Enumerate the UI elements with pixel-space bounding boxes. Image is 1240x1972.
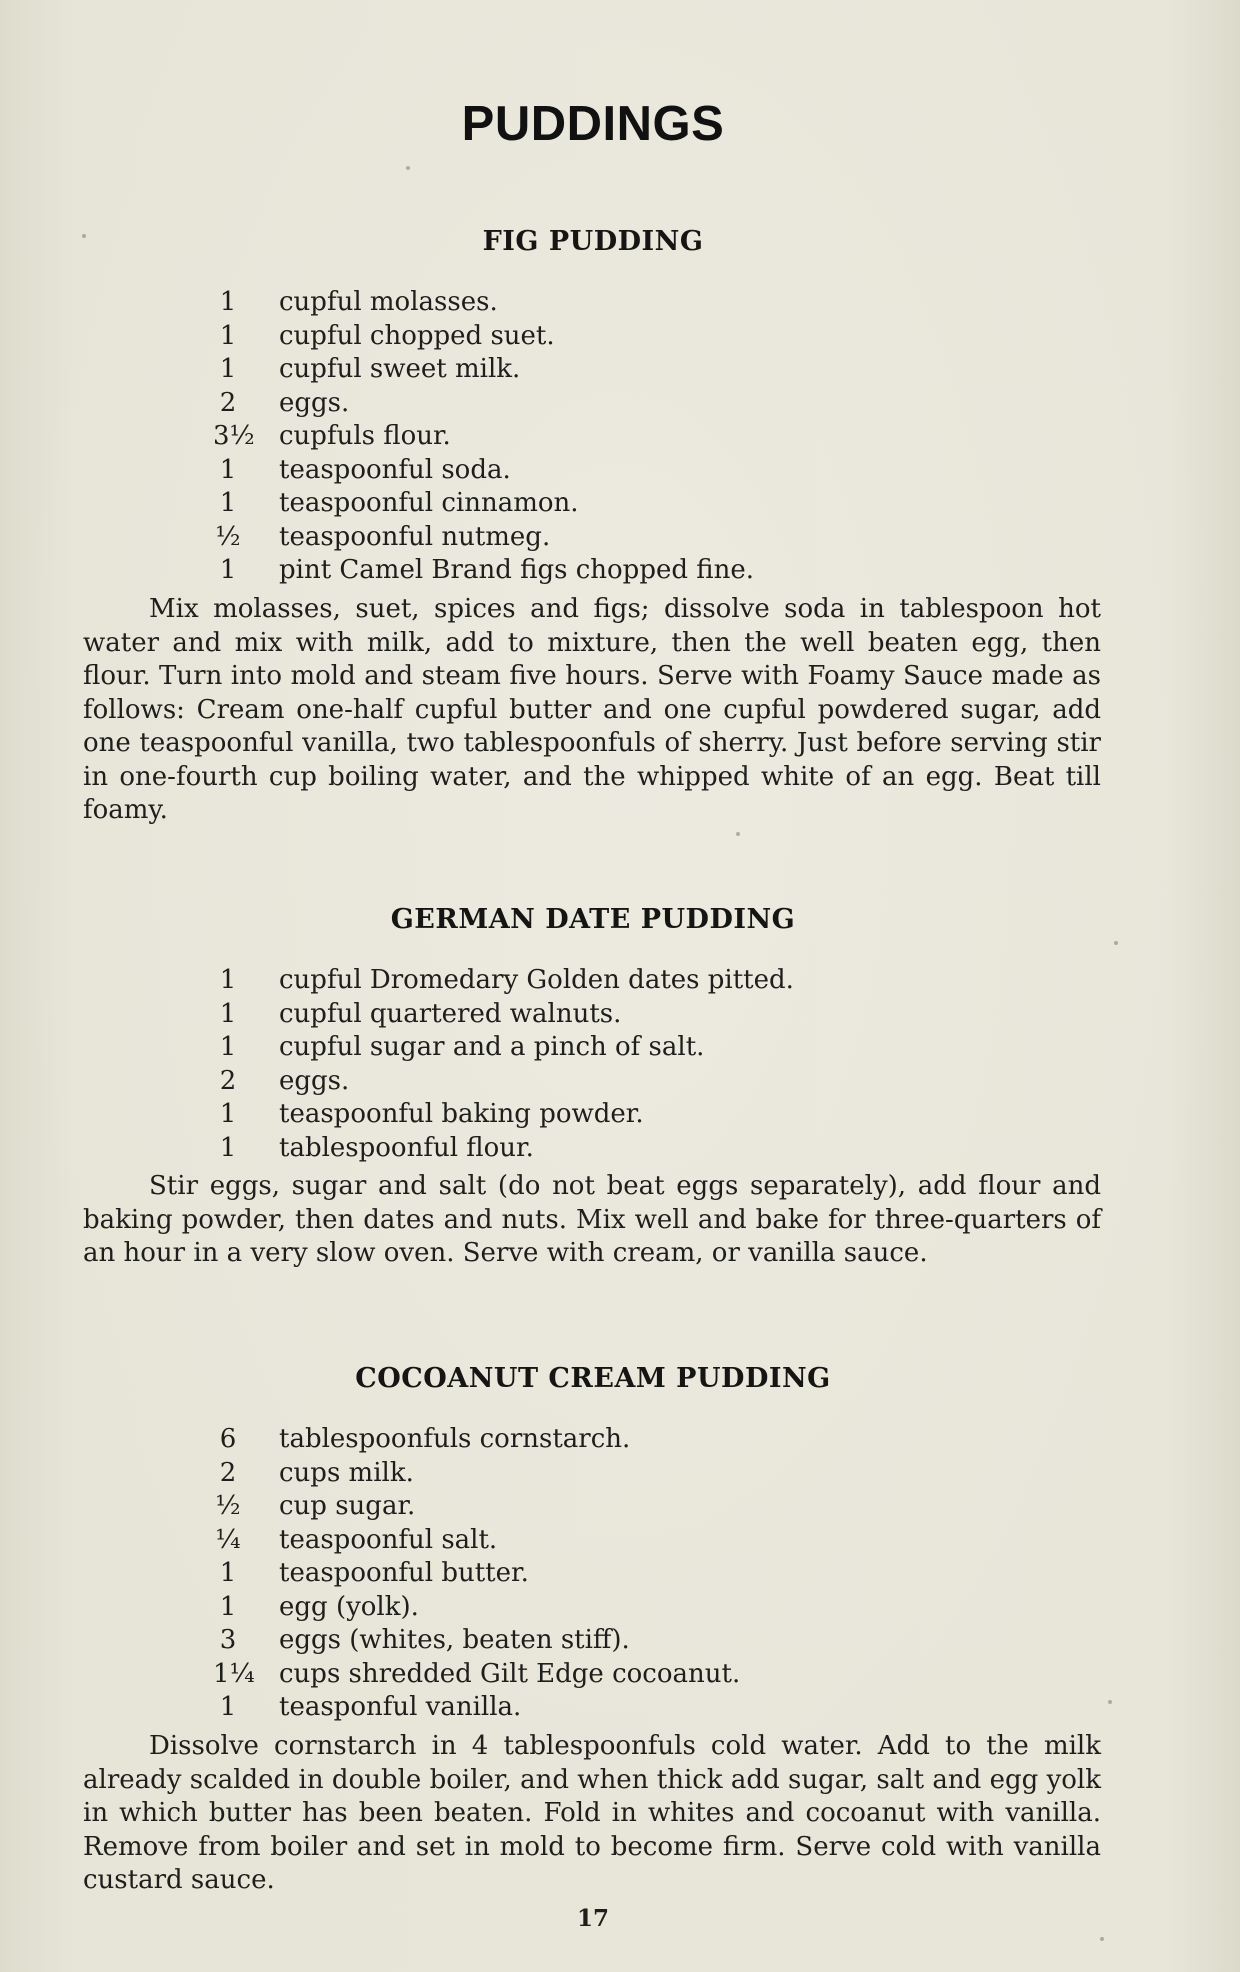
ingredient [205,353,1105,387]
ingredient-item: cupful Dromedary Golden dates pitted. [279,965,794,995]
ingredient-qty: ¼ [215,1524,241,1555]
recipe-title-cocoanut-cream-pudding: COCOANUT CREAM PUDDING [355,1363,831,1394]
paper-speck [82,234,86,238]
ingredient-qty: 1 [219,320,237,351]
ingredient-item: cupful molasses. [279,287,498,317]
method-fig-pudding: Mix molasses, suet, spices and figs; dissolve soda in tablespoon hot water and mix with milk, add to mixture, then the well beaten egg, then flour. Turn into mold and steam five hours. Serve with Foamy Sauce made as follows: Cream one-half cupful butter and one cupful powdered sugar, add one teaspoonful vanilla, two tablespoonfuls of sherry. Just before serving stir in one-fourth cup boiling water, and the whipped white of an egg. Beat till foamy. [83,594,1101,825]
recipe-title-german-date-pudding: GERMAN DATE PUDDING [390,904,796,935]
ingredient [205,1423,1105,1457]
ingredient-qty: 1 [219,1591,237,1622]
ingredient [205,1065,1105,1099]
ingredient [205,487,1105,521]
ingredient-qty: 3 [219,1625,237,1655]
ingredient-item: tablespoonful flour. [279,1132,534,1163]
ingredient-qty: 1 [219,998,237,1029]
ingredient-qty: 1 [219,287,237,317]
ingredient-item: cups shredded Gilt Edge cocoanut. [279,1658,741,1689]
ingredient-qty: 1 [219,488,237,518]
ingredient [205,1031,1105,1065]
ingredient-item: eggs. [279,387,350,418]
ingredient-item: cupful sweet milk. [279,354,521,384]
method-cocoanut-cream-pudding: Dissolve cornstarch in 4 tablespoonfuls cold water. Add to the milk already scalded in double boiler, and when thick add sugar, salt and egg yolk in which butter has been beaten. Fold in whites and cocoanut with vanilla. Remove from boiler and set in mold to become firm. Serve cold with vanilla custard sauce. [83,1731,1101,1895]
page-number: 17 [576,1905,609,1932]
ingredient-item: cupfuls flour. [279,421,451,451]
ingredient-item: cup sugar. [279,1491,416,1521]
ingredient-item: teaspoonful baking powder. [279,1099,644,1129]
paper-speck [406,166,410,170]
ingredient [205,998,1105,1032]
ingredient [205,1457,1105,1491]
ingredient [205,387,1105,421]
ingredient-item: eggs (whites, beaten stiff). [279,1625,630,1655]
ingredient-item: pint Camel Brand figs chopped fine. [279,555,754,585]
ingredient-item: teaspoonful cinnamon. [279,488,579,518]
ingredient [205,1691,1105,1725]
ingredient-item: cupful chopped suet. [279,320,555,351]
paper-speck [1100,1937,1104,1941]
ingredient-qty: 1 [219,454,237,485]
ingredient [205,1557,1105,1591]
ingredient [205,964,1105,998]
ingredient-item: teasponful vanilla. [279,1692,522,1722]
ingredient [205,320,1105,354]
ingredient-item: eggs. [279,1065,350,1096]
ingredient [205,420,1105,454]
ingredient [205,1624,1105,1658]
ingredient [205,1132,1105,1166]
ingredient [205,454,1105,488]
ingredient-item: tablespoonfuls cornstarch. [279,1424,631,1454]
ingredient-qty: 3½ [213,421,255,451]
ingredient-qty: 2 [219,1457,237,1488]
ingredient-qty: 1 [219,1558,237,1588]
ingredient-list-cocoanut-cream-pudding [205,1423,1105,1725]
ingredient-qty: 1 [219,1099,237,1129]
ingredient-item: cupful quartered walnuts. [279,998,622,1029]
ingredient-item: cups milk. [279,1457,414,1488]
ingredient-list-german-date-pudding [205,964,1105,1165]
ingredient-list-fig-pudding [205,286,1105,588]
paper-speck [1114,941,1118,945]
ingredient-item: teaspoonful butter. [279,1558,529,1588]
ingredient [205,1490,1105,1524]
ingredient [205,1658,1105,1692]
ingredient-qty: 1 [219,1032,237,1062]
ingredient-qty: 1 [219,965,237,995]
ingredient [205,1524,1105,1558]
ingredient-qty: 1 [219,1692,237,1722]
ingredient-qty: 1¼ [213,1658,255,1689]
ingredient-item: egg (yolk). [279,1591,419,1622]
ingredient [205,286,1105,320]
ingredient-item: teaspoonful soda. [279,454,511,485]
ingredient-item: teaspoonful nutmeg. [279,521,551,552]
ingredient [205,554,1105,588]
paper-speck [1108,1700,1112,1704]
page-title: PUDDINGS [461,97,725,151]
ingredient [205,1098,1105,1132]
recipe-title-fig-pudding: FIG PUDDING [482,226,704,257]
ingredient-qty: ½ [215,521,241,552]
paper-speck [736,832,740,836]
ingredient-qty: 1 [219,1132,237,1163]
ingredient [205,521,1105,555]
ingredient-qty: 1 [219,555,237,585]
ingredient-qty: ½ [215,1491,241,1521]
ingredient-qty: 6 [219,1424,237,1454]
ingredient-item: teaspoonful salt. [279,1524,498,1555]
ingredient-qty: 2 [219,387,237,418]
ingredient-qty: 2 [219,1065,237,1096]
ingredient [205,1591,1105,1625]
ingredient-item: cupful sugar and a pinch of salt. [279,1032,705,1062]
ingredient-qty: 1 [219,354,237,384]
method-german-date-pudding: Stir eggs, sugar and salt (do not beat eggs separately), add flour and baking powder, then dates and nuts. Mix well and bake for three-quarters of an hour in a very slow oven. Serve with cream, or vanilla sauce. [83,1171,1101,1268]
